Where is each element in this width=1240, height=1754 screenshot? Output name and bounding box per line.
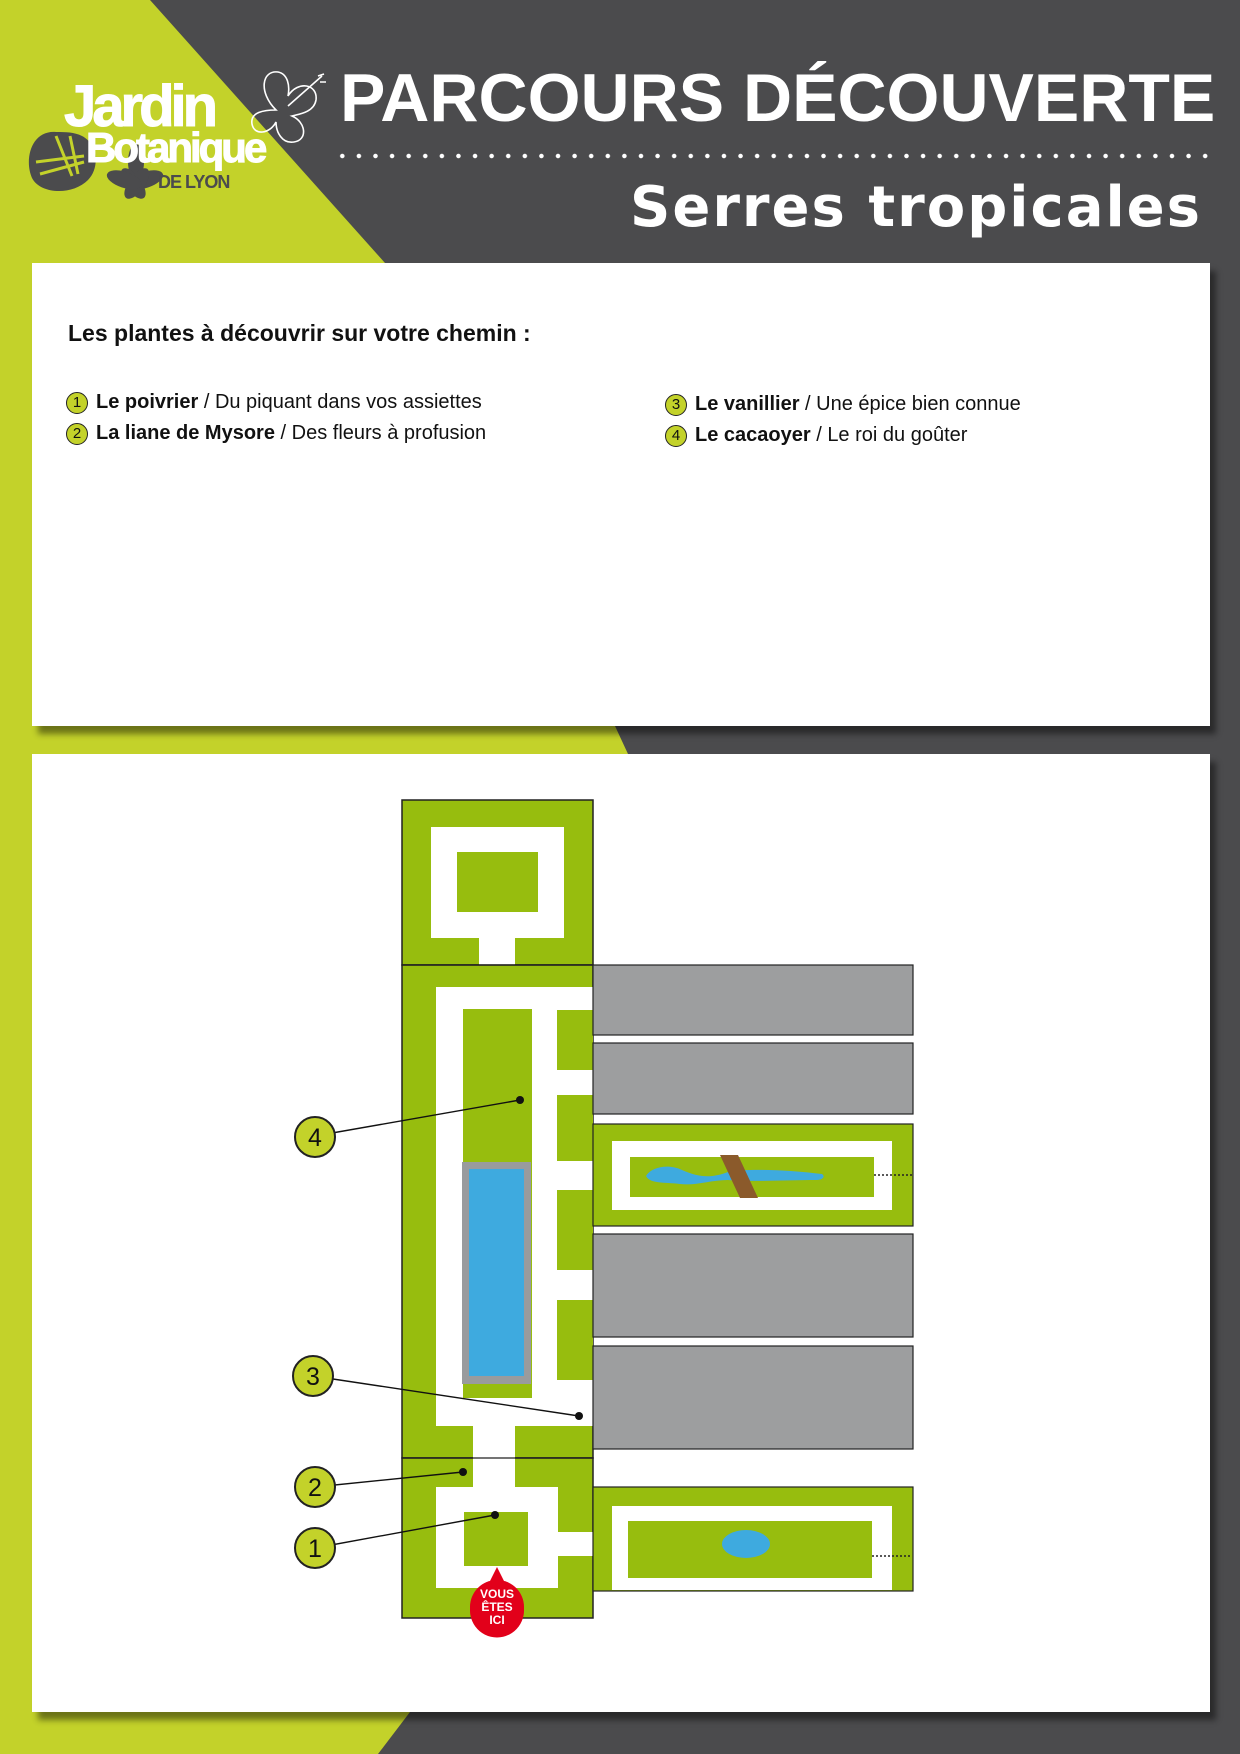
legend-description: Du piquant dans vos assiettes — [214, 391, 482, 413]
marker-label: 1 — [308, 1535, 322, 1563]
logo-botanique: Botanique — [86, 124, 265, 171]
you-are-here-line1: VOUS — [479, 1587, 515, 1601]
lower-connector — [473, 1426, 515, 1488]
legend-separator: / — [810, 424, 828, 446]
annex-building — [593, 1346, 913, 1449]
side-bed — [557, 1190, 593, 1270]
legend-description: Le roi du goûter — [827, 424, 968, 446]
legend-plant-name: Le cacaoyer — [695, 424, 811, 446]
legend-number-badge: 2 — [66, 423, 88, 445]
marker-label: 3 — [306, 1363, 320, 1391]
legend-plant-name: Le vanillier — [695, 393, 800, 415]
page-subtitle: Serres tropicales — [630, 175, 1202, 240]
legend-number-badge: 4 — [665, 425, 687, 447]
plant-list-heading: Les plantes à découvrir sur votre chemin : — [68, 320, 531, 346]
you-are-here-line3: ICI — [489, 1613, 505, 1627]
legend-description: Une épice bien connue — [816, 393, 1021, 415]
legend-number-badge: 1 — [66, 392, 88, 414]
side-path — [532, 1009, 557, 1392]
side-bed — [557, 1300, 593, 1380]
side-bed — [557, 1095, 593, 1161]
logo-jardin: Jardin — [64, 74, 215, 139]
legend-separator: / — [274, 422, 292, 444]
marker-label: 2 — [308, 1474, 322, 1502]
logo-de-lyon: DE LYON — [158, 172, 230, 192]
you-are-here-line2: ÊTES — [481, 1600, 513, 1614]
annex-building — [593, 1043, 913, 1114]
legend-description: Des fleurs à profusion — [291, 422, 487, 444]
side-bed — [557, 1010, 593, 1070]
marker-label: 4 — [308, 1124, 322, 1152]
annex-building — [593, 965, 913, 1035]
legend-separator: / — [198, 391, 215, 413]
legend-plant-name: Le poivrier — [96, 391, 199, 413]
legend-plant-name: La liane de Mysore — [96, 422, 275, 444]
page-title: PARCOURS DÉCOUVERTE — [340, 60, 1216, 136]
annex-building — [593, 1234, 913, 1337]
pond-water — [469, 1169, 524, 1376]
legend-number-badge: 3 — [665, 394, 687, 416]
small-pond — [722, 1530, 770, 1558]
legend-separator: / — [799, 393, 817, 415]
